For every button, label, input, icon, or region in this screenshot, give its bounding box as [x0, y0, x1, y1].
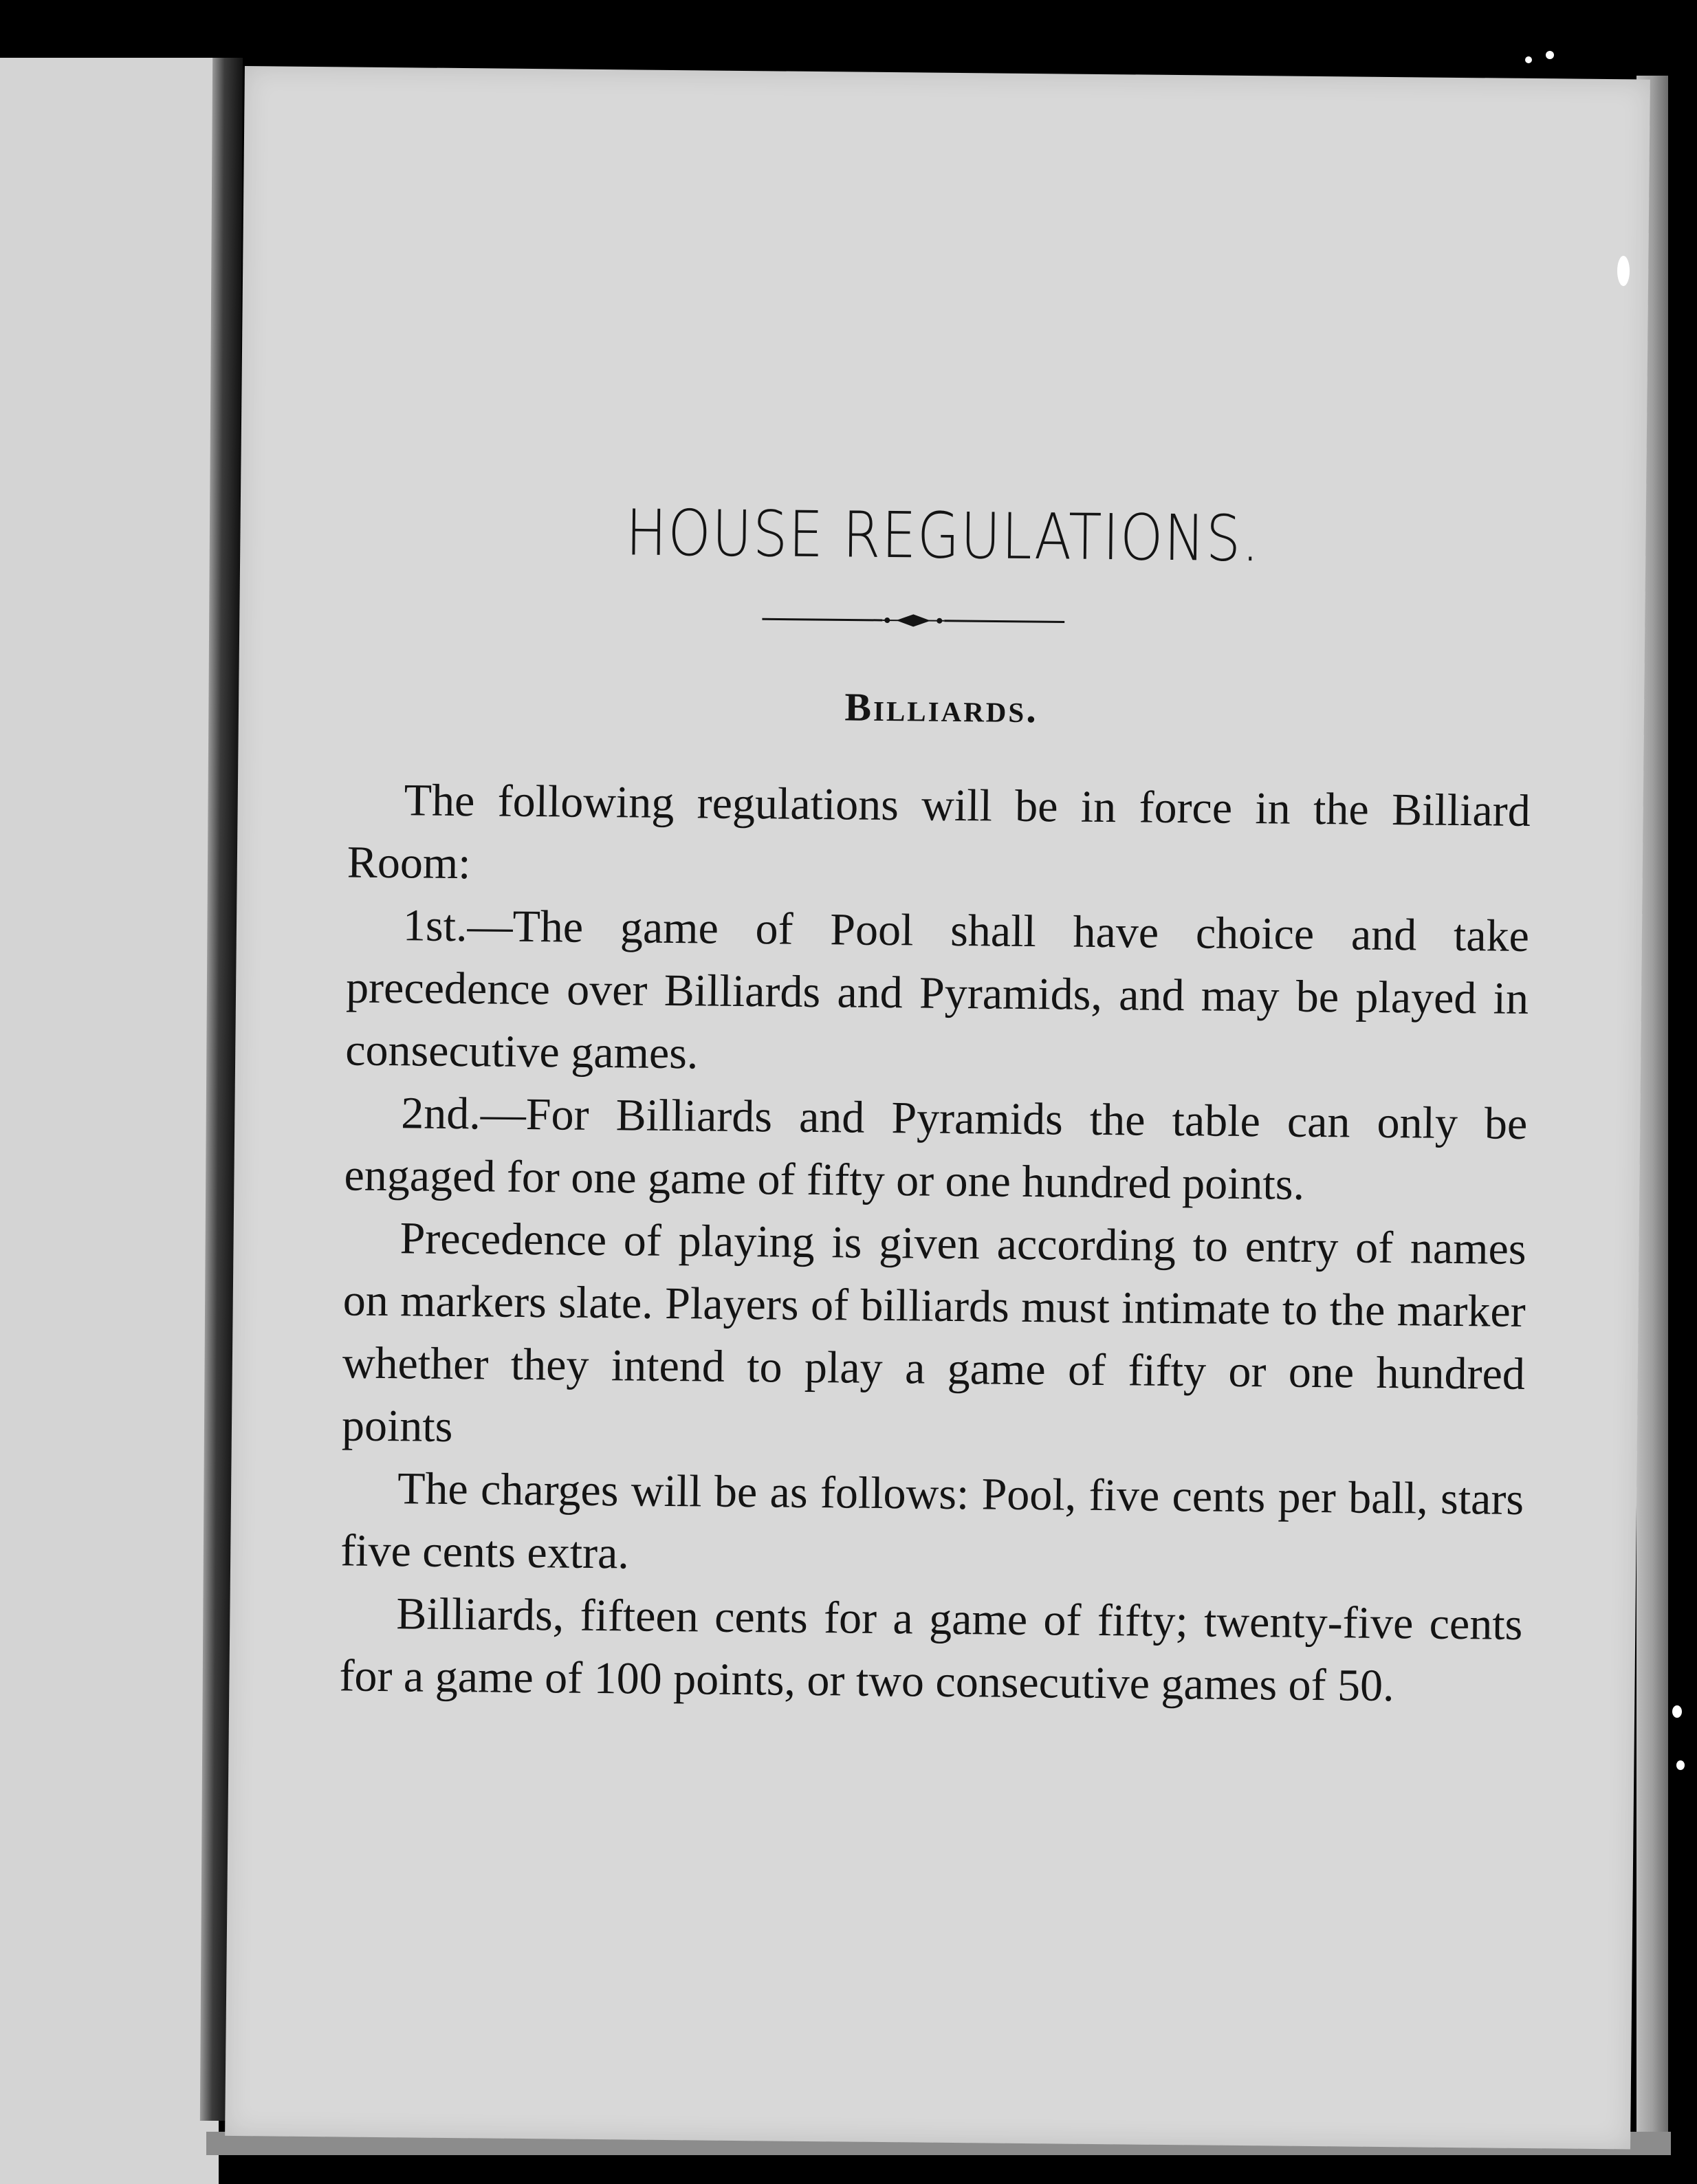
paragraph-charges: The charges will be as follows: Pool, five cents per ball, stars five cents extra.	[340, 1463, 1524, 1579]
scan-speck	[1546, 51, 1554, 59]
paragraph-rule-2: 2nd.—For Billiards and Pyramids the table can only be engaged for one game of fifty or one hundred points.	[344, 1088, 1528, 1210]
paragraph-precedence: Precedence of playing is given according to entry of names on markers slate. Players of billiards must intimate to the marker whether they intend to play a game of fifty or one hundred points	[341, 1213, 1526, 1452]
scan-speck	[1617, 256, 1630, 286]
paragraph-intro: The following regulations will be in force in the Billiard Room:	[347, 775, 1531, 889]
document-page	[225, 66, 1650, 2149]
paragraph-rule-1: 1st.—The game of Pool shall have choice and take precedence over Billiards and Pyramids, and may be played in consecutive games.	[344, 900, 1530, 1079]
page-content	[225, 66, 1650, 2149]
scan-speck	[1676, 1760, 1685, 1770]
scan-speck	[1525, 56, 1532, 63]
section-heading: Billiards.	[844, 684, 1039, 732]
page-title: HOUSE REGULATIONS.	[625, 496, 1261, 576]
left-facing-page	[0, 58, 219, 2184]
paragraph-billiards-charges: Billiards, fifteen cents for a game of fifty; twenty-five cents for a game of 100 points, or two consecutive games of 50.	[339, 1588, 1523, 1712]
scan-speck	[1672, 1705, 1682, 1718]
regulations-body	[339, 768, 1531, 1718]
title-divider-ornament	[762, 609, 1064, 632]
